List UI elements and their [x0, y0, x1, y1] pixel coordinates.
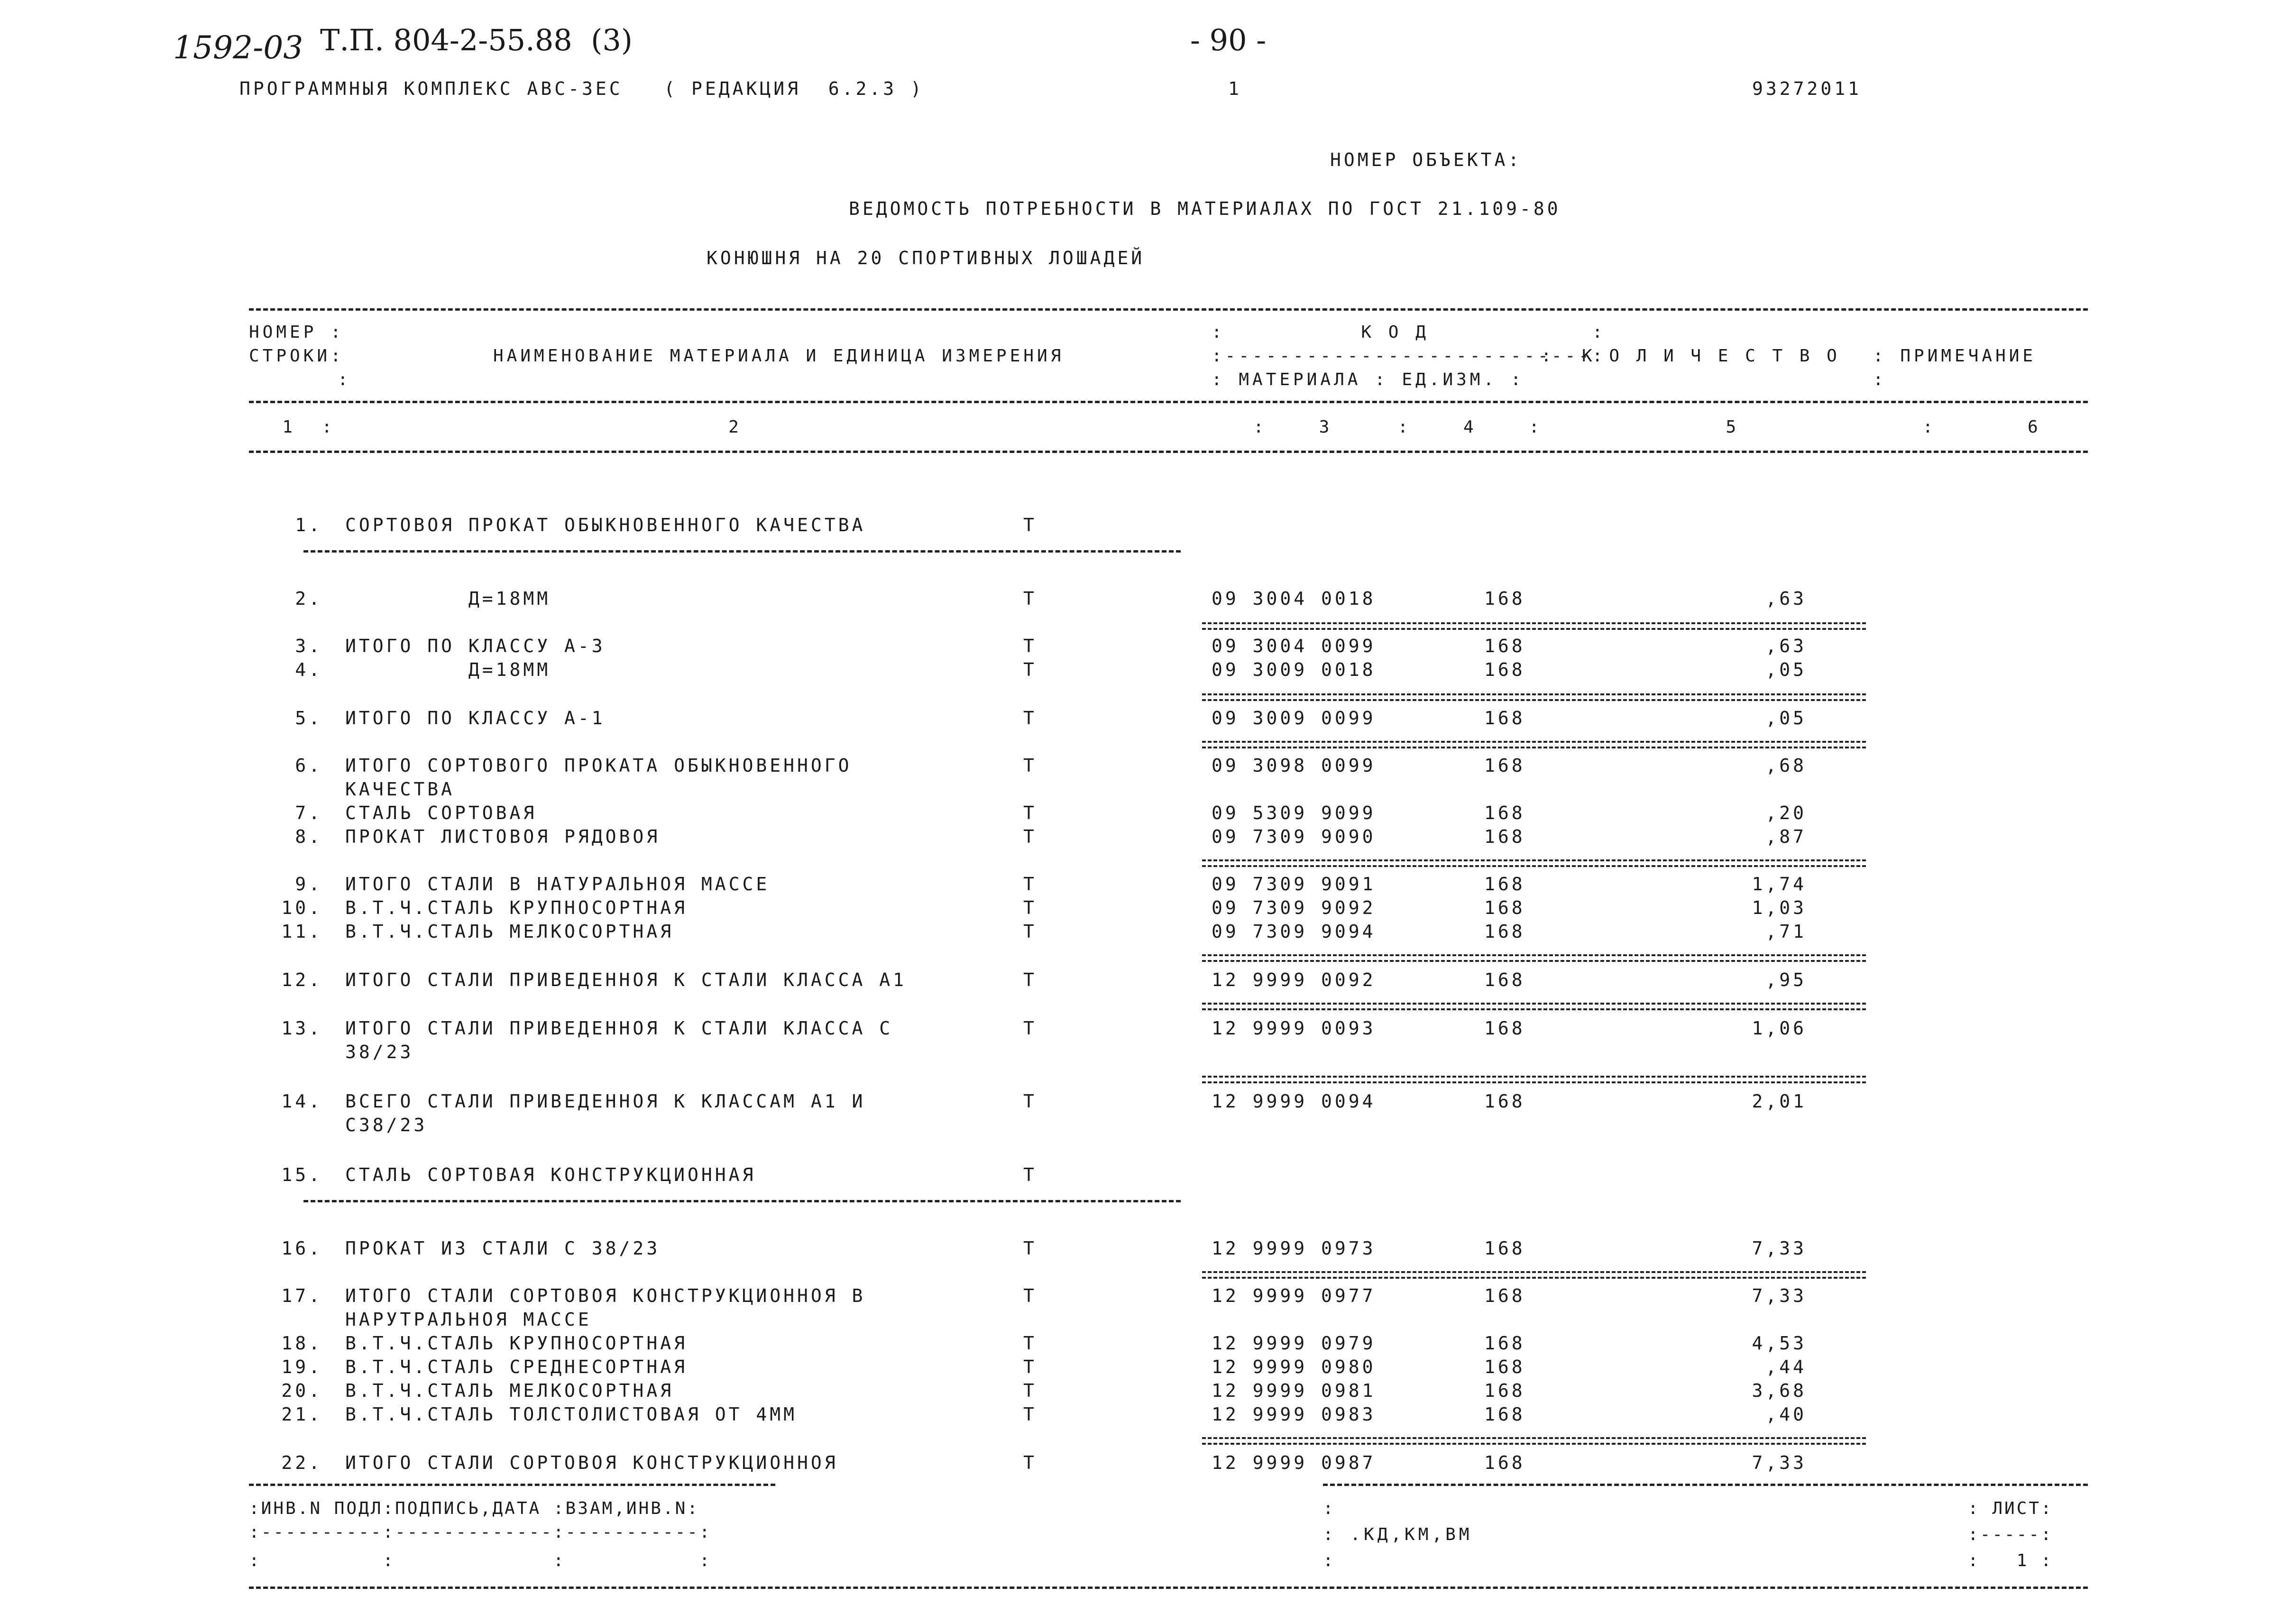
unit-code: 168 — [1484, 1452, 1525, 1473]
table-row — [0, 826, 2296, 850]
material-name-continued: С38/23 — [345, 1115, 428, 1135]
footer-sheet-number: : 1 : — [1968, 1551, 2053, 1570]
unit-code: 168 — [1484, 659, 1525, 680]
footer-document-code: : .КД,КМ,ВМ — [1323, 1525, 1473, 1544]
table-row — [0, 1018, 2296, 1062]
unit-code: 168 — [1484, 1238, 1525, 1259]
unit-code: 168 — [1484, 969, 1525, 990]
quantity: ,63 — [1765, 588, 1807, 609]
material-name: ИТОГО СТАЛИ СОРТОВОЯ КОНСТРУКЦИОННОЯ В — [345, 1285, 866, 1306]
unit-code: 168 — [1484, 1285, 1525, 1306]
subtotal-separator — [1202, 1271, 1866, 1273]
table-row — [0, 897, 2296, 921]
quantity: 1,03 — [1752, 897, 1807, 918]
quantity: ,05 — [1765, 708, 1807, 729]
unit: Т — [1023, 826, 1037, 847]
row-number: 14. — [281, 1091, 322, 1112]
unit: Т — [1023, 755, 1037, 776]
unit-code: 168 — [1484, 1380, 1525, 1401]
unit-code: 168 — [1484, 1091, 1525, 1112]
material-code: 12 9999 0987 — [1212, 1452, 1376, 1473]
quantity: 7,33 — [1752, 1285, 1807, 1306]
unit: Т — [1023, 1380, 1037, 1401]
header-mid-rule — [249, 401, 2088, 403]
subtotal-separator — [1202, 865, 1866, 867]
quantity: ,05 — [1765, 659, 1807, 680]
unit: Т — [1023, 515, 1037, 535]
table-row — [0, 1404, 2296, 1428]
header-note-pipe: : — [1873, 370, 1887, 389]
unit: Т — [1023, 1333, 1037, 1354]
unit: Т — [1023, 1238, 1037, 1259]
material-code: 09 3004 0018 — [1212, 588, 1376, 609]
subtotal-separator — [1202, 954, 1866, 956]
material-name: ИТОГО ПО КЛАССУ А-1 — [345, 708, 606, 729]
unit-code: 168 — [1484, 1333, 1525, 1354]
quantity: ,63 — [1765, 636, 1807, 656]
row-number: 20. — [281, 1380, 322, 1401]
subtotal-separator — [1202, 747, 1866, 748]
section-underline — [303, 1200, 1181, 1202]
handwritten-code: 1592-03 — [173, 29, 303, 66]
quantity: 4,53 — [1752, 1333, 1807, 1354]
material-name: СТАЛЬ СОРТОВАЯ КОНСТРУКЦИОННАЯ — [345, 1164, 756, 1185]
table-row — [0, 921, 2296, 945]
row-number: 15. — [281, 1164, 322, 1185]
material-code: 09 7309 9094 — [1212, 921, 1376, 942]
material-name: ИТОГО СТАЛИ ПРИВЕДЕННОЯ К СТАЛИ КЛАССА С — [345, 1018, 893, 1039]
quantity: ,20 — [1765, 803, 1807, 823]
material-code: 12 9999 0092 — [1212, 969, 1376, 990]
project-code: Т.П. 804-2-55.88 (3) — [320, 23, 633, 57]
material-code: 12 9999 0094 — [1212, 1091, 1376, 1112]
unit-code: 168 — [1484, 803, 1525, 823]
row-number: 16. — [281, 1238, 322, 1259]
subtotal-separator — [1202, 1277, 1866, 1279]
unit: Т — [1023, 1285, 1037, 1306]
material-name-continued: 38/23 — [345, 1042, 414, 1062]
row-number: 19. — [281, 1356, 322, 1377]
row-number: 7. — [295, 803, 322, 823]
page-number: - 90 - — [1190, 23, 1267, 57]
material-code: 09 3009 0099 — [1212, 708, 1376, 729]
table-row — [0, 1091, 2296, 1135]
header-note: : ПРИМЕЧАНИЕ — [1873, 346, 2037, 366]
quantity: 7,33 — [1752, 1238, 1807, 1259]
subtotal-separator — [1202, 1008, 1866, 1010]
header-column-numbers: 1 : 2 : 3 : 4 : 5 : 6 — [256, 417, 2041, 437]
unit: Т — [1023, 636, 1037, 656]
footer-center-top: : — [1323, 1499, 1337, 1518]
header-row-no-1: НОМЕР : — [249, 323, 344, 342]
quantity: 7,33 — [1752, 1452, 1807, 1473]
row-number: 1. — [295, 515, 322, 535]
material-name: ИТОГО СОРТОВОГО ПРОКАТА ОБЫКНОВЕННОГО — [345, 755, 852, 776]
table-row — [0, 874, 2296, 897]
table-row — [0, 1356, 2296, 1380]
material-name: В.Т.Ч.СТАЛЬ МЕЛКОСОРТНАЯ — [345, 921, 674, 942]
table-row — [0, 636, 2296, 659]
subtotal-separator — [1202, 1081, 1866, 1083]
footer-center-bottom: : — [1323, 1551, 1337, 1570]
unit: Т — [1023, 897, 1037, 918]
material-name-continued: НАРУТРАЛЬНОЯ МАССЕ — [345, 1309, 592, 1330]
footer-signature-cells: : : : : — [249, 1551, 712, 1570]
footer-signature-header: :ИНВ.N ПОДЛ:ПОДПИСЬ,ДАТА :ВЗАМ,ИНВ.N: — [249, 1499, 699, 1518]
table-row — [0, 515, 2296, 538]
object-name: КОНЮШНЯ НА 20 СПОРТИВНЫХ ЛОШАДЕЙ — [707, 248, 1145, 268]
material-code: 12 9999 0983 — [1212, 1404, 1376, 1425]
material-code: 09 3098 0099 — [1212, 755, 1376, 776]
unit: Т — [1023, 1091, 1037, 1112]
unit: Т — [1023, 803, 1037, 823]
object-number-label: НОМЕР ОБЪЕКТА: — [1330, 149, 1522, 170]
table-row — [0, 708, 2296, 731]
footer-bottom-rule — [249, 1587, 2088, 1589]
material-name: СОРТОВОЯ ПРОКАТ ОБЫКНОВЕННОГО КАЧЕСТВА — [345, 515, 866, 535]
table-row — [0, 803, 2296, 826]
material-name: СТАЛЬ СОРТОВАЯ — [345, 803, 537, 823]
quantity: 1,06 — [1752, 1018, 1807, 1039]
footer-right-rule — [1323, 1484, 2088, 1486]
unit-code: 168 — [1484, 755, 1525, 776]
table-row — [0, 1380, 2296, 1404]
table-row — [0, 659, 2296, 683]
unit: Т — [1023, 588, 1037, 609]
quantity: ,87 — [1765, 826, 1807, 847]
row-number: 8. — [295, 826, 322, 847]
quantity: ,95 — [1765, 969, 1807, 990]
unit: Т — [1023, 1164, 1037, 1185]
unit-code: 168 — [1484, 588, 1525, 609]
subtotal-separator — [1202, 741, 1866, 743]
header-row-no-2: СТРОКИ: — [249, 346, 344, 366]
material-name: В.Т.Ч.СТАЛЬ МЕЛКОСОРТНАЯ — [345, 1380, 674, 1401]
material-name: ПРОКАТ ЛИСТОВОЯ РЯДОВОЯ — [345, 826, 661, 847]
material-name: ИТОГО ПО КЛАССУ А-3 — [345, 636, 606, 656]
row-number: 6. — [295, 755, 322, 776]
row-number: 4. — [295, 659, 322, 680]
unit-code: 168 — [1484, 1356, 1525, 1377]
table-row — [0, 969, 2296, 993]
header-bottom-rule — [249, 451, 2088, 453]
unit: Т — [1023, 659, 1037, 680]
row-number: 18. — [281, 1333, 322, 1354]
material-name: В.Т.Ч.СТАЛЬ КРУПНОСОРТНАЯ — [345, 1333, 688, 1354]
unit-code: 168 — [1484, 1018, 1525, 1039]
program-line: ПРОГРАММНЫЯ КОМПЛЕКС АВС-3ЕС ( РЕДАКЦИЯ 6.2.3 ) — [239, 78, 924, 99]
material-code: 09 5309 9099 — [1212, 803, 1376, 823]
subtotal-separator — [1202, 1443, 1866, 1445]
quantity: 3,68 — [1752, 1380, 1807, 1401]
footer-sheet-label: : ЛИСТ: — [1968, 1499, 2053, 1518]
unit: Т — [1023, 1404, 1037, 1425]
subtotal-separator — [1202, 693, 1866, 695]
unit-code: 168 — [1484, 921, 1525, 942]
statement-title: ВЕДОМОСТЬ ПОТРЕБНОСТИ В МАТЕРИАЛАХ ПО ГОСТ 21.109-80 — [849, 198, 1561, 219]
table-row — [0, 1333, 2296, 1356]
material-code: 09 7309 9090 — [1212, 826, 1376, 847]
table-row — [0, 1285, 2296, 1330]
quantity: 2,01 — [1752, 1091, 1807, 1112]
material-name: ПРОКАТ ИЗ СТАЛИ С 38/23 — [345, 1238, 661, 1259]
unit: Т — [1023, 708, 1037, 729]
table-row — [0, 588, 2296, 612]
table-row — [0, 1164, 2296, 1188]
quantity: ,71 — [1765, 921, 1807, 942]
material-name: ИТОГО СТАЛИ В НАТУРАЛЬНОЯ МАССЕ — [345, 874, 770, 895]
unit-code: 168 — [1484, 708, 1525, 729]
table-row — [0, 1452, 2296, 1476]
subtotal-separator — [1202, 1437, 1866, 1439]
subtotal-separator — [1202, 1003, 1866, 1005]
subtotal-separator — [1202, 1076, 1866, 1078]
unit-code: 168 — [1484, 897, 1525, 918]
material-code: 12 9999 0981 — [1212, 1380, 1376, 1401]
row-number: 5. — [295, 708, 322, 729]
footer-sheet-divider: :-----: — [1968, 1525, 2053, 1544]
row-number: 17. — [281, 1285, 322, 1306]
material-name: Д=18ММ — [345, 588, 551, 609]
subtotal-separator — [1202, 622, 1866, 624]
table-row — [0, 755, 2296, 800]
quantity: ,44 — [1765, 1356, 1807, 1377]
unit: Т — [1023, 874, 1037, 895]
subtotal-separator — [1202, 859, 1866, 861]
material-code: 09 7309 9091 — [1212, 874, 1376, 895]
header-code-top: : К О Д : — [1212, 323, 1606, 342]
quantity: ,68 — [1765, 755, 1807, 776]
unit-code: 168 — [1484, 1404, 1525, 1425]
header-row-no-3: : — [338, 370, 351, 389]
footer-left-rule — [249, 1484, 775, 1486]
material-code: 12 9999 0973 — [1212, 1238, 1376, 1259]
material-name: В.Т.Ч.СТАЛЬ ТОЛСТОЛИСТОВАЯ ОТ 4ММ — [345, 1404, 797, 1425]
subtotal-separator — [1202, 628, 1866, 630]
material-name: ВСЕГО СТАЛИ ПРИВЕДЕННОЯ К КЛАССАМ А1 И — [345, 1091, 866, 1112]
row-number: 3. — [295, 636, 322, 656]
material-code: 09 7309 9092 — [1212, 897, 1376, 918]
material-code: 09 3009 0018 — [1212, 659, 1376, 680]
material-name: В.Т.Ч.СТАЛЬ СРЕДНЕСОРТНАЯ — [345, 1356, 688, 1377]
unit: Т — [1023, 1452, 1037, 1473]
footer-signature-divider: :----------:-------------:-----------: — [249, 1522, 712, 1542]
unit-code: 168 — [1484, 826, 1525, 847]
unit: Т — [1023, 969, 1037, 990]
material-name-continued: КАЧЕСТВА — [345, 779, 455, 800]
subtotal-separator — [1202, 699, 1866, 701]
unit: Т — [1023, 921, 1037, 942]
row-number: 10. — [281, 897, 322, 918]
material-code: 12 9999 0977 — [1212, 1285, 1376, 1306]
material-name: Д=18ММ — [345, 659, 551, 680]
sheet-mark: 1 — [1228, 78, 1242, 99]
row-number: 11. — [281, 921, 322, 942]
section-underline — [303, 550, 1181, 553]
material-code: 12 9999 0093 — [1212, 1018, 1376, 1039]
material-code: 12 9999 0979 — [1212, 1333, 1376, 1354]
row-number: 13. — [281, 1018, 322, 1039]
header-quantity: : К О Л И Ч Е С Т В О — [1541, 346, 1840, 366]
material-code: 09 3004 0099 — [1212, 636, 1376, 656]
header-name: НАИМЕНОВАНИЕ МАТЕРИАЛА И ЕДИНИЦА ИЗМЕРЕНИЯ — [493, 346, 1065, 366]
material-name: ИТОГО СТАЛИ ПРИВЕДЕННОЯ К СТАЛИ КЛАССА А1 — [345, 969, 907, 990]
row-number: 22. — [281, 1452, 322, 1473]
row-number: 9. — [295, 874, 322, 895]
table-row — [0, 1238, 2296, 1262]
subtotal-separator — [1202, 960, 1866, 962]
unit: Т — [1023, 1018, 1037, 1039]
row-number: 12. — [281, 969, 322, 990]
row-number: 21. — [281, 1404, 322, 1425]
header-code-mid: :---------------------------: — [1212, 346, 1606, 366]
material-code: 12 9999 0980 — [1212, 1356, 1376, 1377]
unit-code: 168 — [1484, 636, 1525, 656]
header-top-rule — [249, 308, 2088, 311]
material-name: ИТОГО СТАЛИ СОРТОВОЯ КОНСТРУКЦИОННОЯ — [345, 1452, 838, 1473]
header-code-bottom: : МАТЕРИАЛА : ЕД.ИЗМ. : — [1212, 370, 1525, 389]
unit: Т — [1023, 1356, 1037, 1377]
row-number: 2. — [295, 588, 322, 609]
quantity: 1,74 — [1752, 874, 1807, 895]
material-name: В.Т.Ч.СТАЛЬ КРУПНОСОРТНАЯ — [345, 897, 688, 918]
unit-code: 168 — [1484, 874, 1525, 895]
quantity: ,40 — [1765, 1404, 1807, 1425]
document-code: 93272011 — [1752, 78, 1862, 99]
